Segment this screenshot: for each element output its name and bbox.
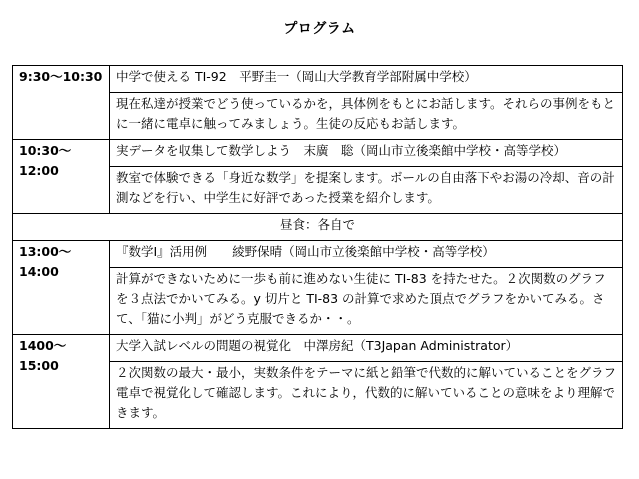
table-row [13,335,623,362]
session-topic: 『数学Ⅰ』活用例 綾野保晴（岡山市立後楽館中学校・高等学校） [110,241,623,268]
session-time: 10:30～12:00 [13,140,110,214]
table-row [13,214,623,241]
table-row [13,241,623,268]
table-row [13,140,623,167]
table-row [13,66,623,93]
session-description: 現在私達が授業でどう使っているかを，具体例をもとにお話します。それらの事例をもとに一緒に電卓に触ってみましょう。生徒の反応もお話します。 [110,93,623,140]
session-description: ２次関数の最大・最小，実数条件をテーマに紙と鉛筆で代数的に解いていることをグラフ電卓で視覚化して確認します。これにより，代数的に解いていることの意味をより理解できます。 [110,362,623,429]
session-time: 13:00～14:00 [13,241,110,335]
page-title: プログラム [283,21,356,37]
session-description: 教室で体験できる「身近な数学」を提案します。ボールの自由落下やお湯の冷却、音の計測などを行い、中学生に好評であった授業を紹介します。 [110,167,623,214]
lunch-break: 昼食：各自で [13,214,623,241]
session-description: 計算ができないために一歩も前に進めない生徒に TI-83 を持たせた。２次関数のグラフを３点法でかいてみる。y 切片と TI-83 の計算で求めた頂点でグラフをかいてみる。さて、「猫に小判」がどう克服できるか・・。 [110,268,623,335]
session-topic: 中学で使える TI-92 平野圭一（岡山大学教育学部附属中学校） [110,66,623,93]
session-time: 9:30～10:30 [13,66,110,140]
program-table [12,65,623,429]
session-topic: 大学入試レベルの問題の視覚化 中澤房紀（T3Japan Administrator） [110,335,623,362]
session-topic: 実データを収集して数学しよう 末廣 聡（岡山市立後楽館中学校・高等学校） [110,140,623,167]
session-time: 1400～15:00 [13,335,110,429]
